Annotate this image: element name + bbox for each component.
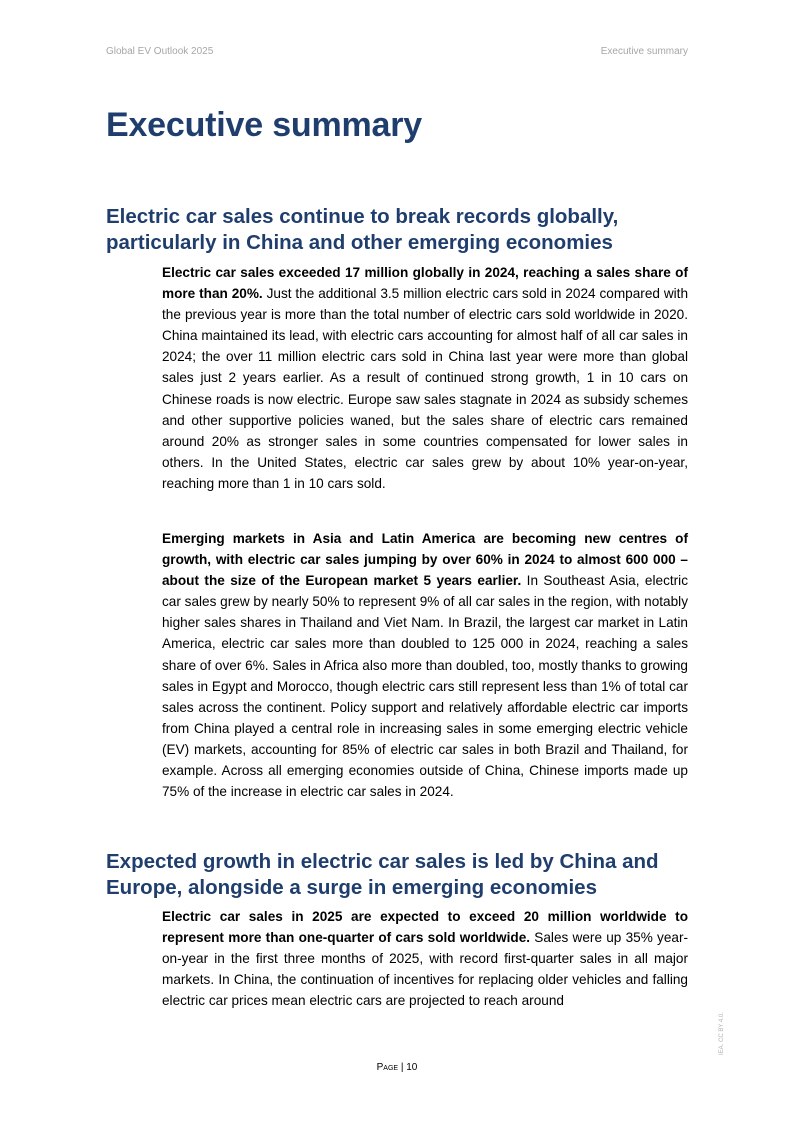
paragraph-2 xyxy=(162,528,688,802)
paragraph-2-lead: Emerging markets in Asia and Latin America are becoming new centres of growth, with electric car sales jumping by over 60% in 2024 to almost 600 000 – about the size of the European market 5 years earlier. xyxy=(162,531,688,589)
paragraph-2-body: In Southeast Asia, electric car sales grew by nearly 50% to represent 9% of all car sales in the region, with notably higher sales shares in Thailand and Viet Nam. In Brazil, the largest car market in Latin America, electric car sales more than doubled to 125 000 in 2024, reaching a sales share of over 6%. Sales in Africa also more than doubled, too, mostly thanks to growing sales in Egypt and Morocco, though electric cars still represent less than 1% of total car sales across the continent. Policy support and relatively affordable electric car imports from China played a central role in increasing sales in some emerging electric vehicle (EV) markets, accounting for 85% of electric car sales in both Brazil and Thailand, for example. Across all emerging economies outside of China, Chinese imports made up 75% of the increase in electric car sales in 2024. xyxy=(162,573,688,800)
header-section-name: Executive summary xyxy=(600,46,688,57)
license-note: IEA. CC BY 4.0. xyxy=(719,1012,725,1055)
page-number xyxy=(0,1062,794,1073)
page-title: Executive summary xyxy=(106,106,422,144)
paragraph-3-body: Sales were up 35% year-on-year in the first three months of 2025, with record first-quarter sales in all major markets. In China, the continuation of incentives for replacing older vehicles and falling electric car prices mean electric cars are projected to reach around xyxy=(162,930,689,1009)
paragraph-3 xyxy=(162,906,688,1011)
paragraph-1-lead: Electric car sales exceeded 17 million globally in 2024, reaching a sales share of more than 20%. xyxy=(162,265,688,302)
paragraph-3-lead: Electric car sales in 2025 are expected to exceed 20 million worldwide to represent more than one-quarter of cars sold worldwide. xyxy=(162,909,688,946)
page-label: Page xyxy=(376,1062,399,1073)
running-header xyxy=(106,46,688,57)
page-separator: | xyxy=(398,1062,407,1073)
section-heading-1: Electric car sales continue to break records globally, particularly in China and other emerging economies xyxy=(106,205,619,254)
page-number-value: 10 xyxy=(406,1062,418,1073)
header-report-title: Global EV Outlook 2025 xyxy=(106,46,214,57)
paragraph-1-body: Just the additional 3.5 million electric cars sold in 2024 compared with the previous year is more than the total number of electric cars sold worldwide in 2020. China maintained its lead, with electric cars accounting for almost half of all car sales in 2024; the over 11 million electric cars sold in China last year were more than global sales just 2 years earlier. As a result of continued strong growth, 1 in 10 cars on Chinese roads is now electric. Europe saw sales stagnate in 2024 as subsidy schemes and other supportive policies waned, but the sales share of electric cars remained around 20% as stronger sales in some countries compensated for lower sales in others. In the United States, electric car sales grew by about 10% year-on-year, reaching more than 1 in 10 cars sold. xyxy=(162,286,689,491)
section-heading-2: Expected growth in electric car sales is led by China and Europe, alongside a surge in emerging economies xyxy=(106,850,659,899)
paragraph-1 xyxy=(162,262,688,494)
